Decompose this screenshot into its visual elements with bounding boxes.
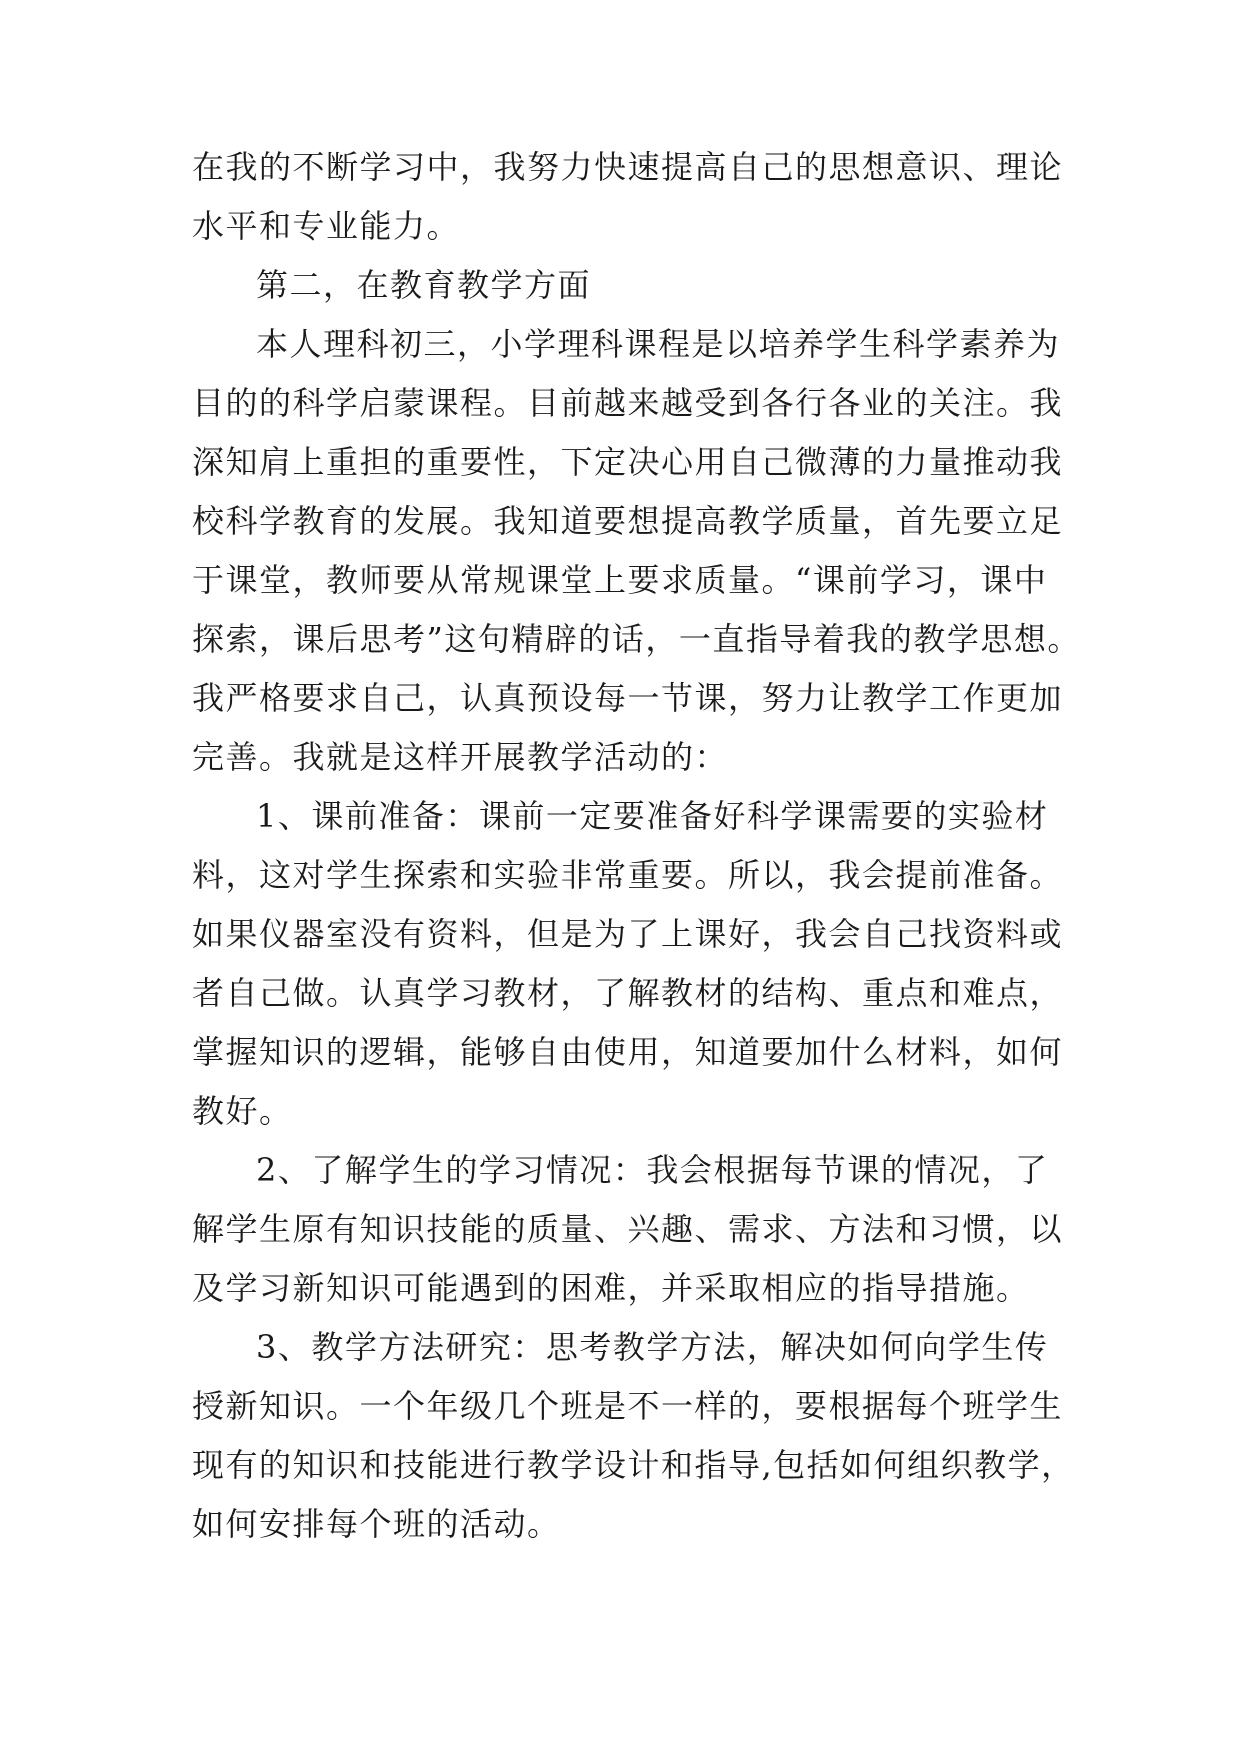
paragraph-4-line-1: 1、课前准备：课前一定要准备好科学课需要的实验材 (256, 797, 1049, 835)
paragraph-3-line-3: 深知肩上重担的重要性，下定决心用自己微薄的力量推动我 (192, 443, 1064, 481)
paragraph-3-line-1: 本人理科初三，小学理科课程是以培养学生科学素养为 (256, 325, 1061, 363)
paragraph-4-line-5: 掌握知识的逻辑，能够自由使用，知道要加什么材料，如何 (192, 1033, 1064, 1071)
paragraph-3-line-8: 完善。我就是这样开展教学活动的： (192, 738, 729, 776)
paragraph-5-line-2: 解学生原有知识技能的质量、兴趣、需求、方法和习惯，以 (192, 1210, 1064, 1248)
paragraph-3-line-7: 我严格要求自己，认真预设每一节课，努力让教学工作更加 (192, 679, 1064, 717)
paragraph-4-line-4: 者自己做。认真学习教材，了解教材的结构、重点和难点， (192, 974, 1064, 1012)
paragraph-6-line-4: 如何安排每个班的活动。 (192, 1505, 561, 1543)
paragraph-3-line-6: 探索，课后思考”这句精辟的话，一直指导着我的教学思想。 (192, 620, 1081, 658)
paragraph-3-line-2: 目的的科学启蒙课程。目前越来越受到各行各业的关注。我 (192, 384, 1064, 422)
paragraph-1-line-2: 水平和专业能力。 (192, 207, 461, 245)
paragraph-3-line-4: 校科学教育的发展。我知道要想提高教学质量，首先要立足 (192, 502, 1064, 540)
paragraph-4-line-3: 如果仪器室没有资料，但是为了上课好，我会自己找资料或 (192, 915, 1064, 953)
section-heading-education: 第二，在教育教学方面 (256, 266, 592, 304)
paragraph-4-line-2: 料，这对学生探索和实验非常重要。所以，我会提前准备。 (192, 856, 1064, 894)
paragraph-6-line-3: 现有的知识和技能进行教学设计和指导,包括如何组织教学， (192, 1446, 1075, 1484)
paragraph-1-line-1: 在我的不断学习中，我努力快速提高自己的思想意识、理论 (192, 148, 1064, 186)
paragraph-5-line-1: 2、了解学生的学习情况：我会根据每节课的情况，了 (256, 1151, 1049, 1189)
paragraph-3-line-5: 于课堂，教师要从常规课堂上要求质量。“课前学习，课中 (192, 561, 1048, 599)
paragraph-6-line-1: 3、教学方法研究：思考教学方法，解决如何向学生传 (256, 1328, 1049, 1366)
paragraph-4-line-6: 教好。 (192, 1092, 293, 1130)
paragraph-6-line-2: 授新知识。一个年级几个班是不一样的，要根据每个班学生 (192, 1387, 1064, 1425)
paragraph-5-line-3: 及学习新知识可能遇到的困难，并采取相应的指导措施。 (192, 1269, 1030, 1307)
